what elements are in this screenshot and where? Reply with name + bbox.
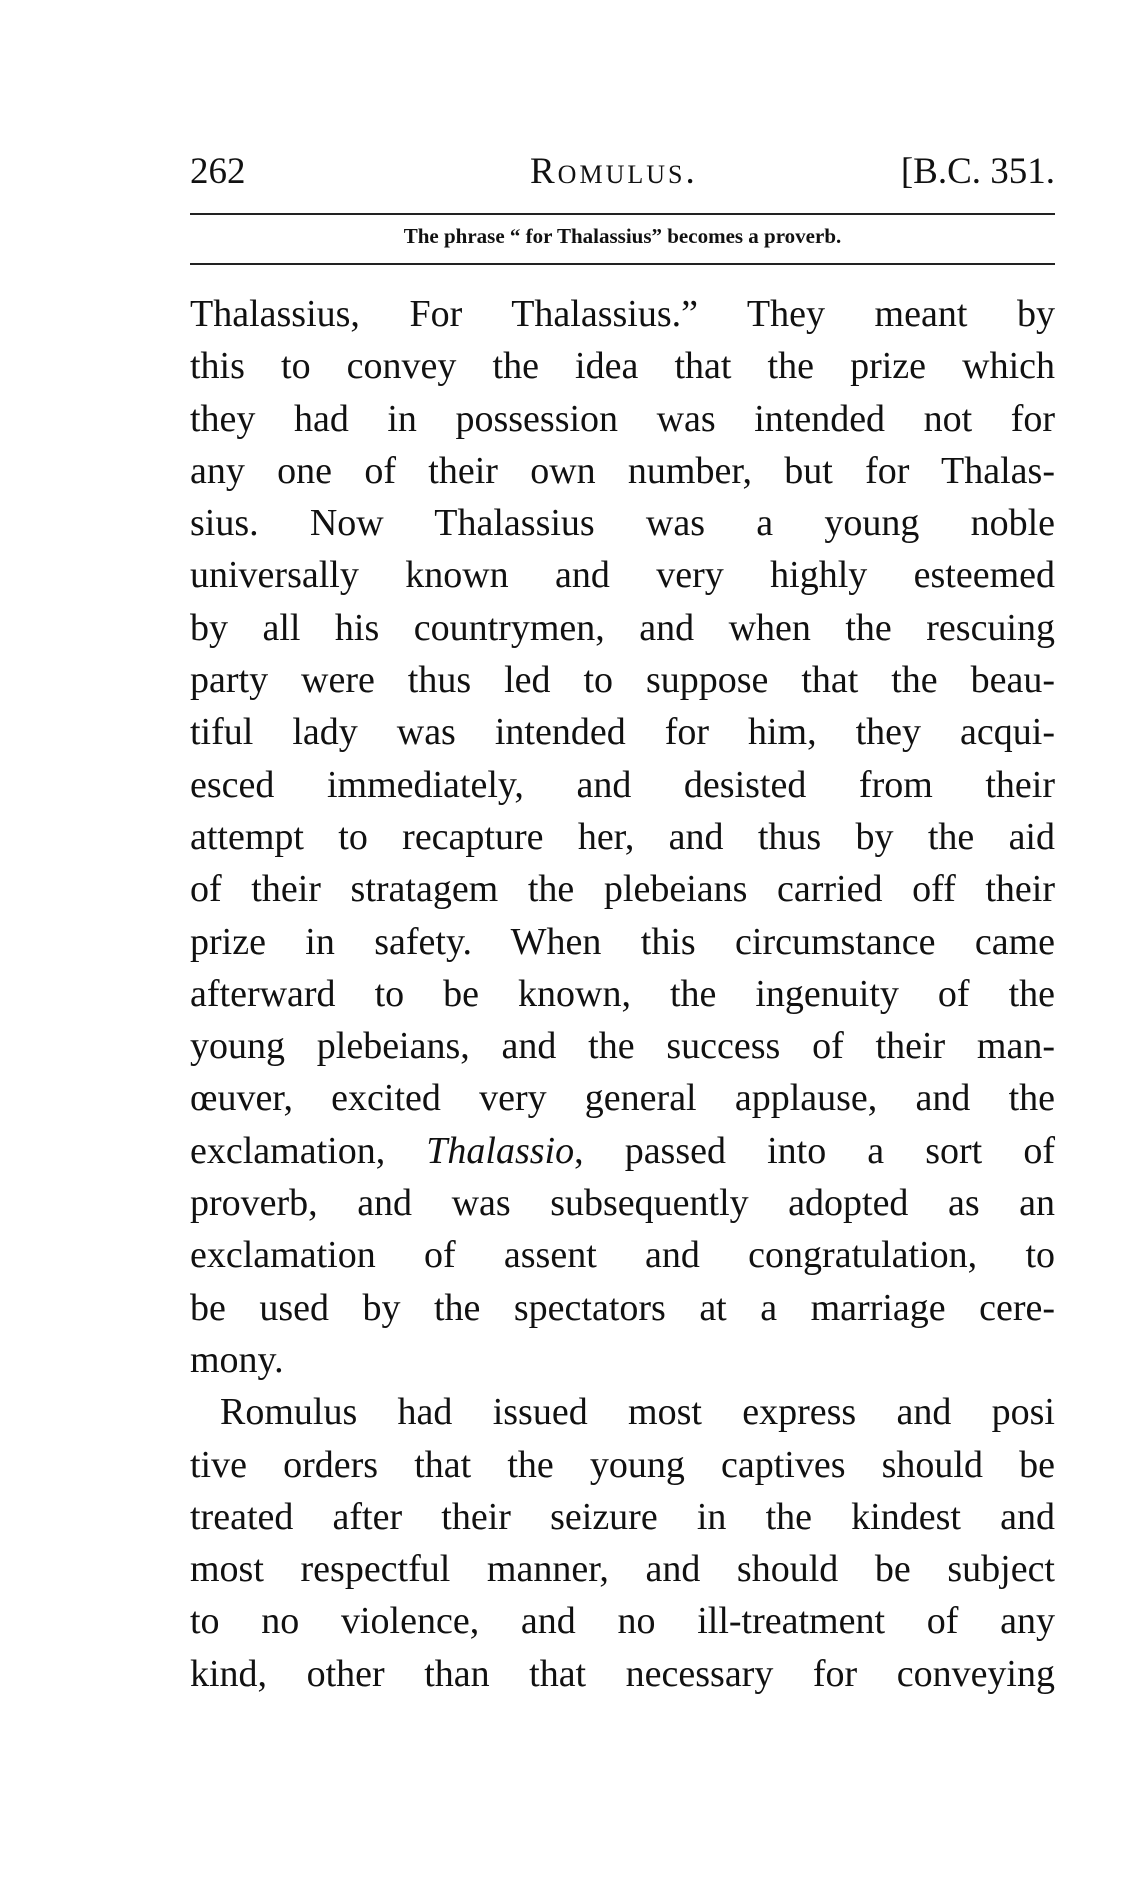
text-line: attempt to recapture her, and thus by the aid	[190, 815, 1055, 858]
text-line-with-italic	[190, 1125, 1055, 1177]
text-line: proverb, and was subsequently adopted as an	[190, 1182, 1055, 1225]
text-segment: , passed into a sort of	[574, 1129, 1055, 1172]
text-line: to no violence, and no ill-treatment of any	[190, 1600, 1055, 1643]
text-line: treated after their seizure in the kindest and	[190, 1495, 1055, 1538]
text-line: young plebeians, and the success of their man-	[190, 1025, 1055, 1068]
text-line: any one of their own number, but for Thalas-	[190, 449, 1055, 492]
text-line: exclamation of assent and congratulation, to	[190, 1234, 1055, 1277]
text-line: they had in possession was intended not for	[190, 397, 1055, 440]
running-title: Romulus.	[530, 151, 698, 192]
text-line: Thalassius, For Thalassius.” They meant by	[190, 293, 1055, 335]
paragraph-end-line: mony.	[190, 1338, 284, 1381]
text-line: œuver, excited very general applause, and the	[190, 1077, 1055, 1120]
text-line: be used by the spectators at a marriage cere-	[190, 1286, 1055, 1329]
paragraph-start-line: Romulus had issued most express and posi	[220, 1391, 1055, 1434]
running-header	[190, 150, 1055, 200]
text-line: most respectful manner, and should be subject	[190, 1548, 1055, 1591]
header-rule-top	[190, 213, 1055, 215]
text-line: tive orders that the young captives should be	[190, 1443, 1055, 1486]
text-line: party were thus led to suppose that the beau-	[190, 659, 1055, 702]
text-line: esced immediately, and desisted from their	[190, 763, 1055, 806]
body-text	[190, 288, 1055, 1700]
italic-term: Thalassio	[426, 1129, 575, 1172]
header-rule-bottom	[190, 263, 1055, 265]
text-line: sius. Now Thalassius was a young noble	[190, 502, 1055, 545]
page-number: 262	[190, 151, 246, 192]
text-line: tiful lady was intended for him, they acqui-	[190, 711, 1055, 754]
text-line: universally known and very highly esteemed	[190, 554, 1055, 597]
date-range: [B.C. 351.	[900, 151, 1055, 192]
text-segment: exclamation,	[190, 1129, 427, 1172]
text-line: by all his countrymen, and when the rescuing	[190, 606, 1055, 649]
text-line: afterward to be known, the ingenuity of the	[190, 972, 1055, 1015]
text-line: this to convey the idea that the prize which	[190, 345, 1055, 388]
text-line: kind, other than that necessary for conveying	[190, 1652, 1055, 1695]
page-subtitle: The phrase “ for Thalassius” becomes a proverb.	[403, 224, 842, 248]
text-line: of their stratagem the plebeians carried off their	[190, 868, 1055, 911]
text-line: prize in safety. When this circumstance came	[190, 920, 1055, 963]
